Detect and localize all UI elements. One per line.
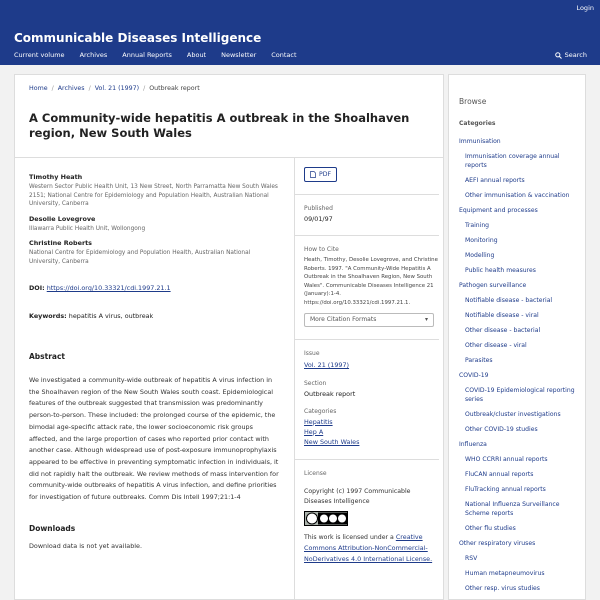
breadcrumb-archives[interactable]: Archives	[57, 85, 85, 92]
chevron-down-icon: ▾	[424, 316, 428, 324]
sidebar-category-item[interactable]: Immunisation coverage annual reports	[465, 153, 560, 169]
category-link[interactable]: Hepatitis	[304, 417, 333, 426]
sidebar-category-item[interactable]: FluTracking annual reports	[465, 486, 546, 493]
search-icon	[555, 52, 562, 59]
nav-current-volume[interactable]: Current volume	[14, 51, 65, 59]
sidebar-category-item[interactable]: COVID-19	[459, 372, 489, 379]
cite-label: How to Cite	[304, 246, 339, 253]
sidebar-category-item[interactable]: Human metapneumovirus	[465, 570, 545, 577]
downloads-text: Download data is not yet available.	[29, 541, 142, 550]
author-affiliation: National Centre for Epidemiology and Population Health, Australian National University, Canberra	[29, 250, 251, 265]
sidebar-category-item[interactable]: Training	[465, 222, 490, 229]
license-block	[294, 459, 439, 565]
file-icon	[310, 171, 316, 178]
breadcrumb-home[interactable]: Home	[29, 85, 48, 92]
sidebar-category-item[interactable]: Pathogen surveillance	[459, 282, 527, 289]
section-label: Section	[304, 379, 327, 387]
author	[29, 239, 281, 266]
site-header	[0, 0, 600, 65]
category-link[interactable]: Hep A	[304, 427, 324, 436]
sidebar-category-item[interactable]: FluCAN annual reports	[465, 471, 534, 478]
breadcrumb-separator: /	[143, 85, 146, 92]
search-label: Search	[564, 51, 587, 59]
citation-formats-dropdown[interactable]	[304, 313, 434, 327]
sidebar-category-item[interactable]: WHO CCRRI annual reports	[465, 456, 548, 463]
sidebar-category-item[interactable]: Other flu studies	[465, 525, 516, 532]
citation-formats-label: More Citation Formats	[310, 316, 377, 324]
article-title: A Community-wide hepatitis A outbreak in the Shoalhaven region, New South Wales	[29, 111, 410, 140]
category-list	[459, 137, 581, 599]
categories-heading: Categories	[459, 120, 496, 127]
published-label: Published	[304, 205, 333, 212]
article-details-column	[304, 167, 439, 565]
sidebar-category-item[interactable]: Monitoring	[465, 237, 498, 244]
cc-license-badge[interactable]	[304, 511, 348, 526]
divider	[15, 157, 444, 158]
sidebar-category-item[interactable]: Parasites	[465, 357, 493, 364]
sidebar-category-item[interactable]: Public health measures	[465, 267, 536, 274]
breadcrumb-volume[interactable]: Vol. 21 (1997)	[94, 85, 140, 92]
sidebar-category-item[interactable]: RSV	[465, 555, 478, 562]
sidebar-category-item[interactable]: National Influenza Surveillance Scheme reports	[465, 501, 560, 517]
author-name: Christine Roberts	[29, 239, 92, 247]
sidebar-category-item[interactable]: Other respiratory viruses	[459, 540, 536, 547]
sidebar-category-item[interactable]: Other disease - viral	[465, 342, 527, 349]
sidebar-category-item[interactable]: Other disease - bacterial	[465, 327, 541, 334]
doi	[29, 284, 281, 292]
login-link[interactable]: Login	[576, 4, 594, 12]
breadcrumb-current: Outbreak report	[149, 85, 200, 92]
doi-label: DOI:	[29, 284, 45, 292]
issue-label: Issue	[304, 349, 320, 357]
section-value: Outbreak report	[304, 389, 356, 398]
sidebar-category-item[interactable]: Other COVID-19 studies	[465, 426, 538, 433]
sidebar-category-item[interactable]: Modelling	[465, 252, 495, 259]
sidebar-category-item[interactable]: Immunisation	[459, 138, 501, 145]
author	[29, 173, 281, 209]
section-block	[304, 380, 439, 398]
nav-annual-reports[interactable]: Annual Reports	[122, 51, 172, 59]
breadcrumb	[29, 85, 200, 92]
sidebar-category-item[interactable]: Other resp. virus studies	[465, 585, 540, 592]
sidebar-category-item[interactable]: Outbreak/cluster investigations	[465, 411, 561, 418]
keywords-value: hepatitis A virus, outbreak	[68, 312, 154, 320]
sidebar-category-item[interactable]: Influenza	[459, 441, 487, 448]
author	[29, 215, 281, 234]
abstract-text: We investigated a community-wide outbreak of hepatitis A virus infection in the Shoalhaven region of the New South Wales south coast. Epidemiological features of the outbreak suggested that transmission was predominantly person-to-person. These included: the prolonged course of the epidemic, the bimodal age-specific attack rate, the lower socioeconomic risk groups affected, and the large proportion of cases who reported prior contact with another case. Although widespread use of post-exposure immunoprophylaxis appeared to be effective in preventing symptomatic infection in individuals, it did not rapidly halt the outbreak. We review methods of mass intervention for community-wide outbreaks of hepatitis A virus infection, and define priorities for investigation of future outbreaks. Comm Dis Intell 1997;21:1-4	[29, 376, 279, 502]
sidebar-category-item[interactable]: Other immunisation & vaccination	[465, 192, 570, 199]
doi-link[interactable]: https://doi.org/10.33321/cdi.1997.21.1	[46, 284, 171, 292]
license-text	[304, 532, 439, 565]
author-affiliation: Western Sector Public Health Unit, 13 New Street, North Parramatta New South Wales 2151; National Centre for Epidemiology and Population Health, Australian National University, Canberra	[29, 184, 278, 207]
main-nav	[14, 51, 312, 59]
published-block	[294, 194, 439, 223]
article-panel	[14, 74, 444, 600]
nav-about[interactable]: About	[186, 51, 207, 59]
pdf-label: PDF	[319, 171, 332, 178]
abstract-heading: Abstract	[29, 352, 66, 361]
license-label: License	[304, 469, 327, 477]
search-button[interactable]	[555, 51, 587, 59]
citation-block	[294, 235, 439, 327]
sidebar-category-item[interactable]: Notifiable disease - bacterial	[465, 297, 553, 304]
nav-archives[interactable]: Archives	[79, 51, 108, 59]
categories-block	[304, 408, 439, 447]
copyright-text: Copyright (c) 1997 Communicable Diseases Intelligence	[304, 487, 411, 505]
author-name: Timothy Heath	[29, 173, 83, 181]
downloads-heading: Downloads	[29, 523, 76, 533]
published-value: 09/01/97	[304, 215, 333, 223]
sidebar-category-item[interactable]: Equipment and processes	[459, 207, 538, 214]
nav-contact[interactable]: Contact	[271, 51, 297, 59]
license-link[interactable]: Creative Commons Attribution-NonCommercial-NoDerivatives 4.0 International License.	[304, 532, 433, 563]
issue-link[interactable]: Vol. 21 (1997)	[304, 360, 350, 369]
citation-text: Heath, Timothy, Desolie Lovegrove, and Christine Roberts. 1997. "A Community-Wide Hepatitis A Outbreak in the Shoalhaven Region, New South Wales". Communicable Diseases Intelligence 21 (January):1-4. https://doi.org/10.33321/cdi.1997.21.1.	[304, 257, 438, 306]
breadcrumb-separator: /	[51, 85, 54, 92]
sidebar-category-item[interactable]: Notifiable disease - viral	[465, 312, 539, 319]
keywords-label: Keywords:	[29, 312, 67, 320]
browse-heading: Browse	[459, 97, 487, 106]
author-name: Desolie Lovegrove	[29, 214, 96, 223]
sidebar-category-item[interactable]: COVID-19 Epidemiological reporting series	[465, 387, 575, 403]
article-main-column	[29, 173, 281, 550]
nav-newsletter[interactable]: Newsletter	[221, 51, 257, 59]
categories-label: Categories	[304, 407, 337, 415]
site-title[interactable]: Communicable Diseases Intelligence	[14, 31, 262, 45]
author-affiliation: Illawarra Public Health Unit, Wollongong	[29, 225, 146, 232]
category-link[interactable]: New South Wales	[304, 437, 360, 446]
issue-block	[294, 339, 439, 370]
sidebar-category-item[interactable]: AEFI annual reports	[465, 177, 525, 184]
breadcrumb-separator: /	[88, 85, 91, 92]
keywords	[29, 312, 281, 320]
license-pre: This work is licensed under a	[304, 533, 394, 541]
pdf-button[interactable]	[304, 167, 337, 182]
sidebar	[448, 74, 586, 600]
